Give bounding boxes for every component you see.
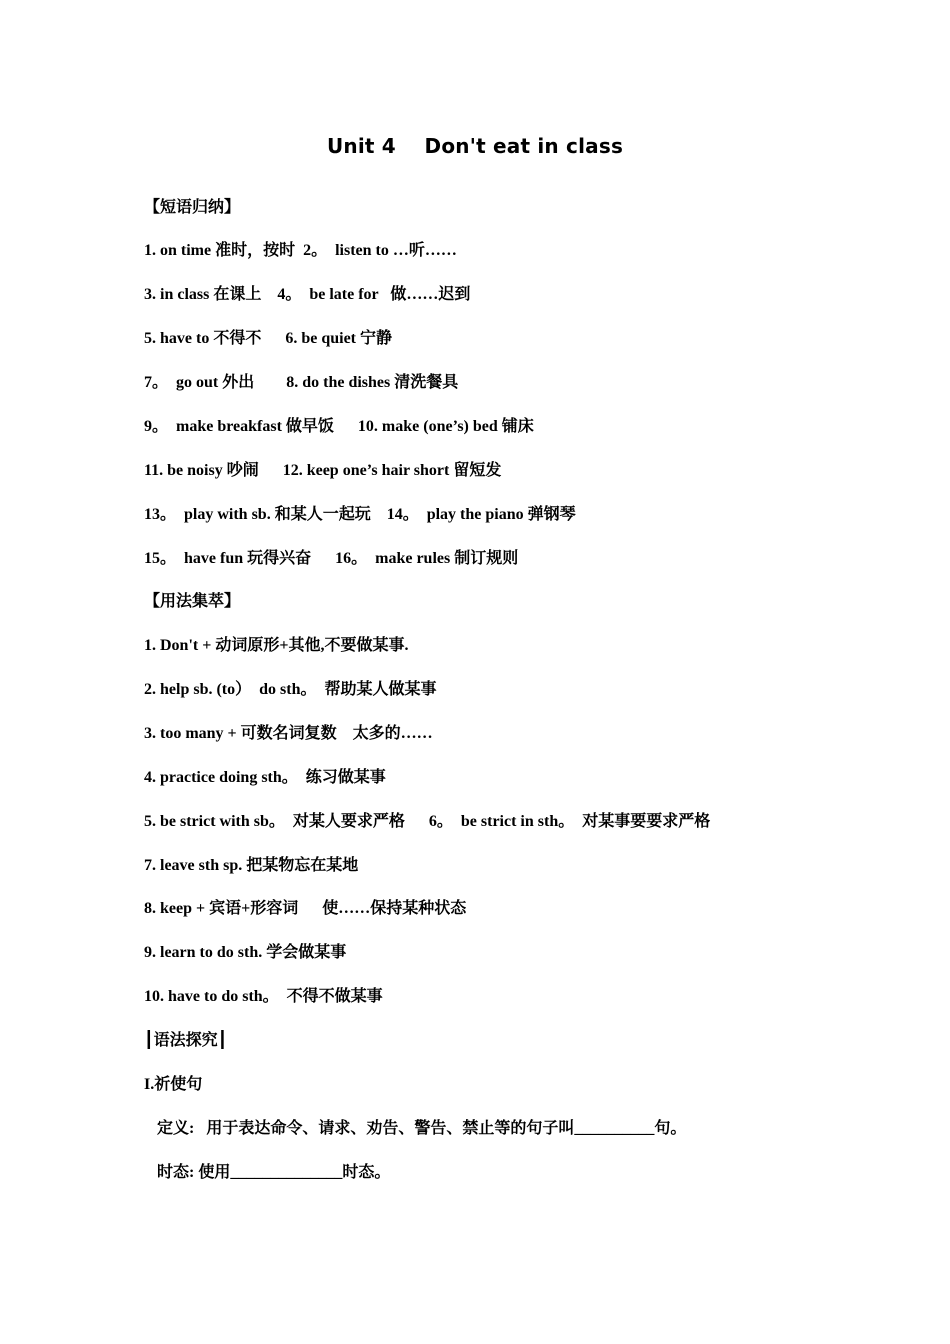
usage-line: 4. practice doing sth。 练习做某事	[144, 769, 386, 786]
grammar-subheading: I.祈使句	[144, 1076, 203, 1093]
usage-heading: 【用法集萃】	[144, 593, 241, 610]
usage-line: 3. too many + 可数名词复数 太多的……	[144, 725, 433, 742]
phrase-line: 15。 have fun 玩得兴奋 16。 make rules 制订规则	[144, 550, 519, 567]
phrase-line: 13。 play with sb. 和某人一起玩 14。 play the piano 弹钢琴	[144, 506, 576, 523]
usage-line: 8. keep + 宾语+形容词 使……保持某种状态	[144, 900, 467, 917]
usage-line: 9. learn to do sth. 学会做某事	[144, 944, 347, 961]
usage-line: 5. be strict with sb。 对某人要求严格 6。 be strict in sth。 对某事要要求严格	[144, 813, 711, 830]
usage-line: 1. Don't + 动词原形+其他,不要做某事.	[144, 637, 409, 654]
grammar-definition: 定义: 用于表达命令、请求、劝告、警告、禁止等的句子叫__________句。	[157, 1120, 687, 1137]
phrase-line: 11. be noisy 吵闹 12. keep one’s hair short 留短发	[144, 462, 502, 479]
phrase-line: 9。 make breakfast 做早饭 10. make (one’s) bed 铺床	[144, 418, 534, 435]
usage-line: 10. have to do sth。 不得不做某事	[144, 988, 383, 1005]
grammar-tense: 时态: 使用______________时态。	[157, 1164, 391, 1181]
usage-line: 7. leave sth sp. 把某物忘在某地	[144, 857, 359, 874]
page-title: Unit 4 Don't eat in class	[326, 134, 624, 158]
phrase-line: 5. have to 不得不 6. be quiet 宁静	[144, 330, 393, 347]
grammar-heading: ┃语法探究┃	[144, 1032, 228, 1049]
phrases-heading: 【短语归纳】	[144, 199, 241, 216]
phrase-line: 3. in class 在课上 4。 be late for 做……迟到	[144, 286, 471, 303]
phrase-line: 1. on time 准时，按时 2。 listen to …听……	[144, 242, 457, 259]
phrase-line: 7。 go out 外出 8. do the dishes 清洗餐具	[144, 374, 459, 391]
usage-line: 2. help sb. (to） do sth。 帮助某人做某事	[144, 681, 437, 698]
